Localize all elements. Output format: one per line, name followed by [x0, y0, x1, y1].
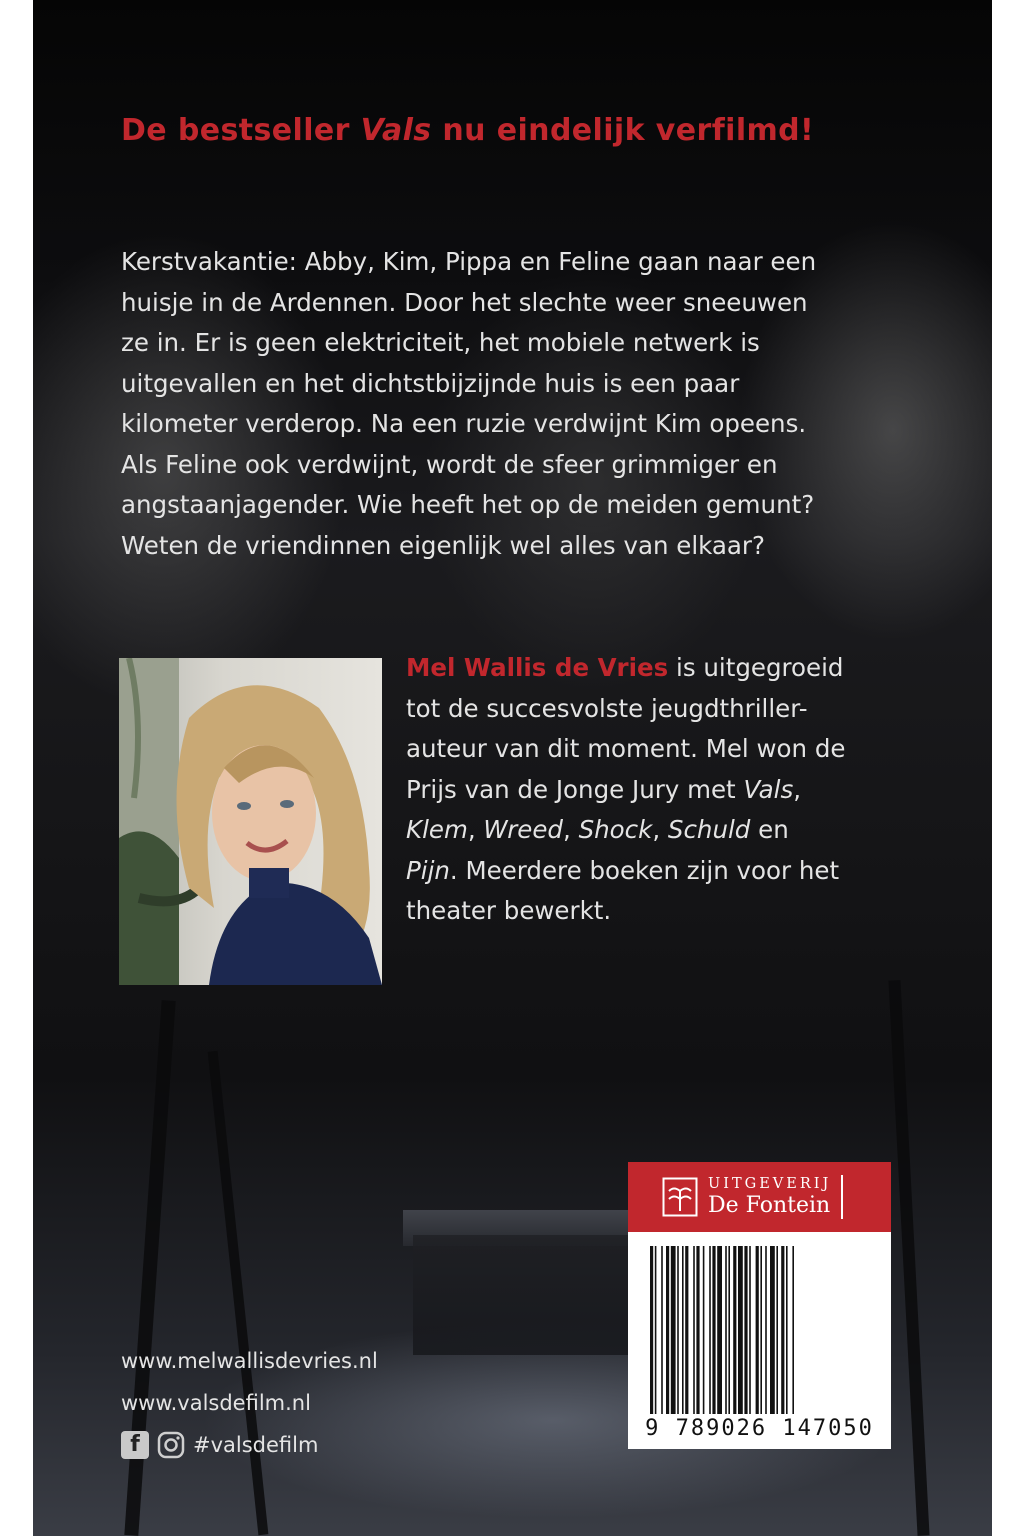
hashtag: #valsdefilm [193, 1433, 319, 1457]
blurb-line: uitgevallen en het dichtstbijzijnde huis is een paar [121, 368, 740, 398]
book-back-cover [33, 0, 992, 1536]
author-name: Mel Wallis de Vries [406, 653, 669, 682]
bio-line: Klem, Wreed, Shock, Schuld en [406, 815, 789, 844]
blurb-line: ze in. Er is geen elektriciteit, het mobiele netwerk is [121, 328, 760, 357]
publisher-label: UITGEVERIJ [708, 1176, 832, 1192]
author-photo [119, 658, 382, 985]
bio-line: Pijn. Meerdere boeken zijn voor het [406, 855, 840, 885]
publisher-name [708, 1175, 831, 1219]
blurb-line: Weten de vriendinnen eigenlijk wel alles van elkaar? [121, 530, 766, 560]
film-website-link[interactable]: www.valsdefilm.nl [121, 1391, 311, 1415]
author-bio [406, 648, 906, 932]
isbn-barcode [628, 1232, 891, 1449]
bio-line: Prijs van de Jonge Jury met Vals, [406, 774, 802, 804]
isbn-number: 9 789026 147050 [645, 1416, 874, 1441]
blurb-line: Als Feline ook verdwijnt, wordt de sfeer grimmiger en [121, 449, 778, 479]
publisher-logo-icon [662, 1177, 698, 1217]
blurb-line: huisje in de Ardennen. Door het slechte weer sneeuwen [121, 287, 808, 317]
website-link[interactable]: www.melwallisdevries.nl [121, 1349, 378, 1373]
barcode-bars [650, 1246, 870, 1414]
facebook-icon[interactable]: f [121, 1431, 149, 1459]
headline: De bestseller Vals nu eindelijk verfilmd! [121, 113, 815, 148]
publisher-title: De Fontein [708, 1193, 831, 1218]
publisher-logo-block [628, 1162, 891, 1232]
bio-line: auteur van dit moment. Mel won de [406, 734, 846, 763]
blurb-line: kilometer verderop. Na een ruzie verdwijnt Kim opeens. [121, 409, 807, 438]
instagram-icon[interactable] [157, 1431, 185, 1459]
bio-line: Mel Wallis de Vries is uitgegroeid [406, 653, 844, 682]
author-portrait-illustration [119, 658, 382, 985]
bio-line: tot de succesvolste jeugdthriller- [406, 693, 808, 723]
blurb-line: Kerstvakantie: Abby, Kim, Pippa en Feline gaan naar een [121, 247, 817, 276]
tree-trunk [888, 980, 929, 1536]
publisher-divider [841, 1175, 843, 1219]
blurb-line: angstaanjagender. Wie heeft het op de meiden gemunt? [121, 490, 815, 519]
blurb [121, 242, 921, 566]
social-row [121, 1424, 441, 1466]
bio-line: theater bewerkt. [406, 896, 612, 925]
links-block [121, 1340, 441, 1466]
